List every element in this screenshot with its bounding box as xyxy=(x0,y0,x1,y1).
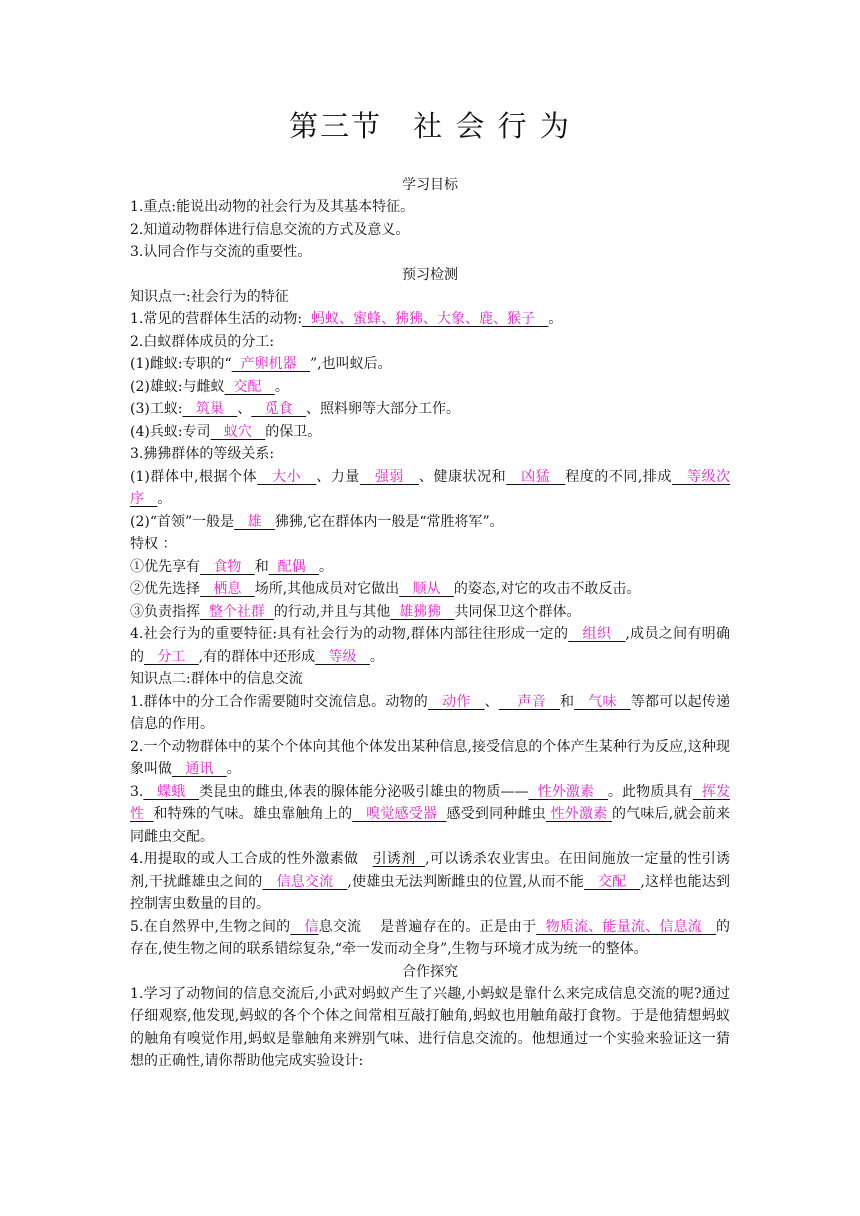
text: 的气味后,就会前来同雌虫交配。 xyxy=(130,806,731,845)
text: 、照料卵等大部分工作。 xyxy=(306,401,460,417)
item-queen xyxy=(130,353,730,376)
text: 2.一个动物群体中的某个个体向其他个体发出某种信息,接受信息的个体产生某种行为反应,这种现象叫做 xyxy=(130,738,730,777)
text: 、力量 xyxy=(316,468,360,485)
text: 和 xyxy=(254,558,269,575)
answer-text: 雄 xyxy=(247,513,262,530)
answer-text: 蚂蚁、蜜蜂、狒狒、大象、鹿、猴子 xyxy=(310,311,535,327)
text: 1.常见的营群体生活的动物: xyxy=(130,311,303,327)
privilege-2 xyxy=(130,578,730,601)
answer-blank xyxy=(257,469,316,485)
text: 1.群体中的分工合作需要随时交流信息。动物的 xyxy=(130,693,429,710)
text: 息交流 xyxy=(318,918,362,935)
answer-blank xyxy=(315,649,370,665)
text: ,成员之间有明确的 xyxy=(130,626,730,665)
answer-text: 声音 xyxy=(517,693,546,710)
item-rank-factors xyxy=(130,466,730,511)
answer-blank xyxy=(143,784,199,800)
answer-text: 筑巢 xyxy=(195,401,224,417)
item-termite-roles: 2.白蚁群体成员的分工: xyxy=(130,333,275,350)
answer-text: 组织 xyxy=(582,626,612,642)
answer-text: 食物 xyxy=(213,558,242,575)
text: 3. xyxy=(130,783,144,800)
answer-text: 信 xyxy=(304,918,319,935)
text: 等都可以起传递信息的作用。 xyxy=(130,693,731,732)
answer-blank xyxy=(390,604,454,620)
goal-2: 2.知道动物群体进行信息交流的方式及意义。 xyxy=(130,221,410,238)
answer-text: 性外激素 xyxy=(537,783,595,800)
answer-text: 性外激素 xyxy=(550,806,608,822)
text: (4)兵蚁:专司 xyxy=(130,423,211,440)
text: ,使雄虫无法判断雌虫的位置,从而不能 xyxy=(347,873,584,890)
answer-blank xyxy=(399,581,454,597)
text: (1)群体中,根据个体 xyxy=(130,468,258,485)
answer-blank xyxy=(144,649,199,665)
item-group-animals xyxy=(130,308,730,331)
text: ,这样也能达到控制害虫数量的目的。 xyxy=(130,873,731,912)
answer-blank xyxy=(200,581,255,597)
answer-text: 信息交流 xyxy=(276,873,334,890)
answer-text: 大小 xyxy=(272,468,302,485)
item-social-features xyxy=(130,623,730,668)
section-heading-cooperation: 合作探究 xyxy=(402,963,458,980)
item-male xyxy=(130,376,730,399)
text: 程度的不同,排成 xyxy=(565,468,672,485)
text: 4.社会行为的重要特征:具有社会行为的动物,群体内部往往形成一定的 xyxy=(130,626,569,642)
text: 。 xyxy=(369,648,384,665)
text: 。 xyxy=(226,761,241,777)
text: 、 xyxy=(237,401,252,417)
answer-blank xyxy=(568,626,625,642)
answer-text: 交配 xyxy=(233,378,262,395)
answer-blank xyxy=(234,514,275,530)
item-ecosystem-info xyxy=(130,916,730,961)
text: 4.用提取的或人工合成的性外激素做 xyxy=(130,851,359,867)
worksheet-page xyxy=(130,106,730,1073)
item-leader xyxy=(130,511,730,534)
answer-blank xyxy=(211,424,266,440)
text: 类昆虫的雌虫,体表的腺体能分泌吸引雄虫的物质—— xyxy=(199,783,529,800)
answer-blank xyxy=(200,559,255,575)
item-attractant xyxy=(130,848,730,916)
text: ③负责指挥 xyxy=(130,603,200,620)
text: 、 xyxy=(484,693,499,710)
text: 。 xyxy=(318,558,333,575)
page-title: 第三节 社 会 行 为 xyxy=(289,109,571,143)
answer-blank xyxy=(574,694,631,710)
text: 是普遍存在的。正是由于 xyxy=(379,918,537,935)
text: (2)雄蚁:与雌蚁 xyxy=(130,378,225,395)
answer-text: 等级 xyxy=(328,648,357,665)
answer-text: 分工 xyxy=(157,648,186,665)
answer-blank xyxy=(416,851,426,867)
answer-text: 挥发性 xyxy=(130,783,731,822)
answer-blank xyxy=(584,874,640,890)
answer-blank xyxy=(251,401,306,417)
inquiry-1: 1.学习了动物间的信息交流后,小武对蚂蚁产生了兴趣,小蚂蚁是靠什么来完成信息交流的呢?通过仔细观察,他发现,蚂蚁的各个个体之间常相互敲打触角,蚂蚁也用触角敲打食物。于是他猜想蚂蚁的触角有嗅觉作用,蚂蚁是靠触角来辨别气味、进行信息交流的。他想通过一个实验来验证这一猜想的正确性,请你帮助他完成实验设计: xyxy=(130,985,730,1069)
privilege-1 xyxy=(130,556,730,579)
answer-blank xyxy=(232,356,310,372)
text: (1)雌蚁:专职的“ xyxy=(130,356,232,372)
text: 和特殊的气味。雄虫靠触角上的 xyxy=(153,806,353,822)
answer-blank xyxy=(302,311,548,327)
item-info-exchange xyxy=(130,691,730,736)
text: 和 xyxy=(559,693,575,710)
answer-blank xyxy=(506,469,565,485)
item-worker xyxy=(130,398,730,421)
answer-text: 蝶蛾 xyxy=(157,783,186,800)
text: 。 xyxy=(548,311,563,327)
text: 。此物质具有 xyxy=(607,783,693,800)
answer-text: 栖息 xyxy=(213,581,242,597)
answer-text: 通讯 xyxy=(185,761,214,777)
text: 的保卫。 xyxy=(265,423,322,440)
text: 的存在,使生物之间的联系错综复杂,“牵一发而动全身”,生物与环境才成为统一的整体。 xyxy=(130,918,731,957)
answer-blank xyxy=(172,761,227,777)
answer-text: 配偶 xyxy=(277,558,306,575)
answer-text: 物质流、能量流、信息流 xyxy=(545,918,703,935)
answer-text: 觅食 xyxy=(264,401,293,417)
item-baboon-hierarchy: 3.狒狒群体的等级关系: xyxy=(130,446,275,462)
goal-1: 1.重点:能说出动物的社会行为及其基本特征。 xyxy=(130,199,415,215)
section-heading-preview: 预习检测 xyxy=(402,266,458,283)
answer-text: 雄狒狒 xyxy=(399,603,442,620)
answer-text: 蚁穴 xyxy=(223,423,252,440)
text: (2)“首领”一般是 xyxy=(130,513,235,530)
text: 感受到同种雌虫 xyxy=(446,806,546,822)
answer-text: 产卵机器 xyxy=(240,356,297,372)
answer-blank xyxy=(269,559,319,575)
answer-blank xyxy=(183,401,238,417)
text: 。 xyxy=(274,378,289,395)
text: 场所,其他成员对它做出 xyxy=(254,581,400,597)
answer-text: 强弱 xyxy=(374,468,404,485)
answer-blank xyxy=(546,806,612,822)
text: (3)工蚁: xyxy=(130,401,183,417)
answer-blank xyxy=(360,469,419,485)
text: ②优先选择 xyxy=(130,581,200,597)
text: 5.在自然界中,生物之间的 xyxy=(130,918,291,935)
text: ,可以诱杀农业害虫。在田间施放一定量的性引诱剂,干扰雌雄虫之间的 xyxy=(130,851,731,890)
text: 的行动,并且与其他 xyxy=(273,603,391,620)
answer-blank: 引诱剂 xyxy=(372,851,416,867)
answer-blank xyxy=(263,874,348,890)
answer-text: 嗅觉感受器 xyxy=(366,806,438,822)
answer-blank xyxy=(352,806,446,822)
answer-text: 等级次序 xyxy=(130,468,731,507)
answer-text: 凶猛 xyxy=(521,468,551,485)
text: ①优先享有 xyxy=(130,558,200,575)
answer-blank xyxy=(428,694,485,710)
answer-text: 动作 xyxy=(442,693,471,710)
text: 的姿态,对它的攻击不敢反击。 xyxy=(453,581,641,597)
answer-blank xyxy=(536,919,716,935)
answer-blank xyxy=(499,694,560,710)
answer-blank xyxy=(200,604,274,620)
answer-text: 整个社群 xyxy=(208,603,265,620)
knowledge-point-2: 知识点二:群体中的信息交流 xyxy=(130,671,303,687)
knowledge-point-1: 知识点一:社会行为的特征 xyxy=(130,288,289,305)
text: 狒狒,它在群体内一般是“常胜将军”。 xyxy=(274,513,504,530)
text: ,有的群体中还形成 xyxy=(198,648,316,665)
text: 。 xyxy=(157,491,172,507)
item-privileges: 特权 ： xyxy=(130,536,177,552)
item-soldier xyxy=(130,421,730,444)
item-communication xyxy=(130,736,730,781)
text: ”,也叫蚁后。 xyxy=(309,356,392,372)
item-pheromone xyxy=(130,781,730,849)
privilege-3 xyxy=(130,601,730,624)
text: 、健康状况和 xyxy=(418,468,507,485)
answer-blank xyxy=(290,919,318,935)
answer-text: 顺从 xyxy=(412,581,441,597)
answer-blank xyxy=(528,784,607,800)
text: 共同保卫这个群体。 xyxy=(454,603,581,620)
answer-text: 交配 xyxy=(597,873,627,890)
answer-text: 气味 xyxy=(588,693,617,710)
section-heading-goals: 学习目标 xyxy=(402,177,458,193)
answer-blank xyxy=(225,379,275,395)
goal-3: 3.认同合作与交流的重要性。 xyxy=(130,244,312,260)
